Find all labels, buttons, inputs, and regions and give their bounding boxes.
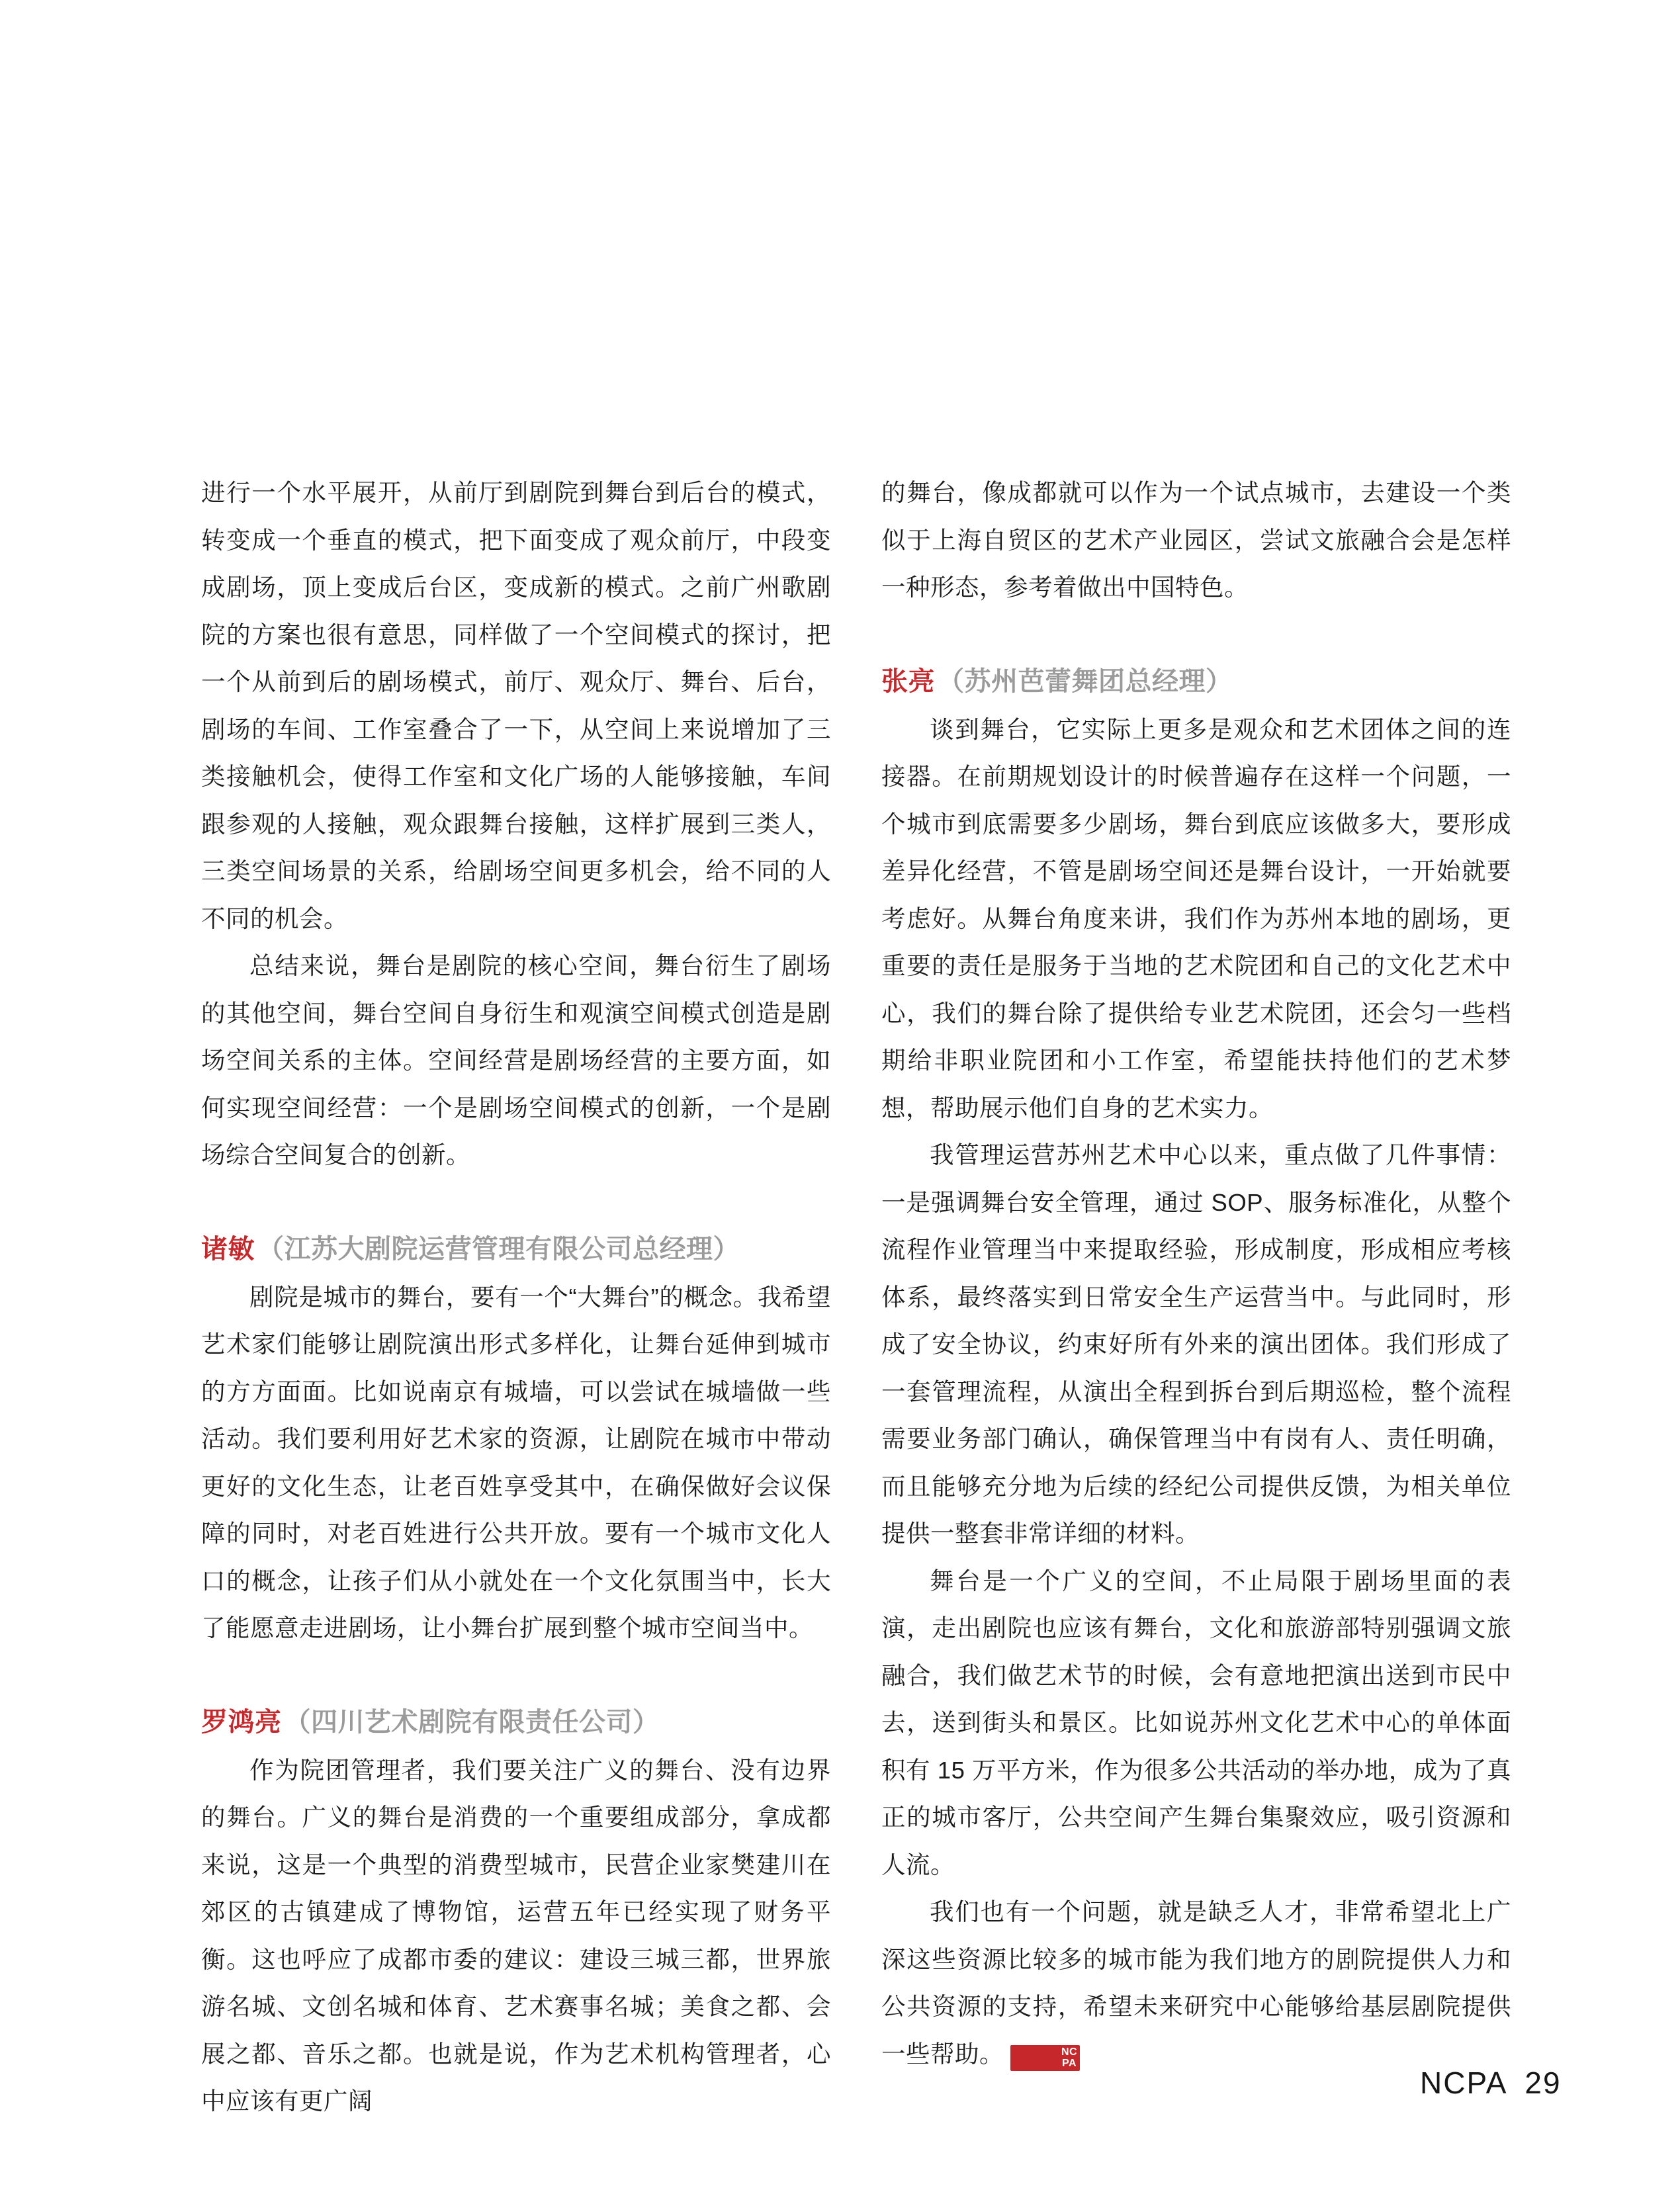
speaker-heading — [881, 658, 1511, 706]
end-mark-line: PA — [1062, 2057, 1077, 2069]
speaker-heading — [201, 1699, 831, 1747]
paragraph-text: 我们也有一个问题，就是缺乏人才，非常希望北上广深这些资源比较多的城市能为我们地方的剧院提供人力和公共资源的支持，希望未来研究中心能够给基层剧院提供一些帮助。 — [881, 1898, 1511, 2068]
left-column — [201, 469, 831, 2125]
end-mark-line: NC — [1061, 2046, 1078, 2058]
speaker-org: （江苏大剧院运营管理有限公司总经理） — [257, 1235, 740, 1264]
page-footer — [1420, 2066, 1562, 2100]
footer-brand: NCPA — [1420, 2066, 1508, 2100]
paragraph: 剧院是城市的舞台，要有一个“大舞台”的概念。我希望艺术家们能够让剧院演出形式多样化，让舞台延伸到城市的方方面面。比如说南京有城墙，可以尝试在城墙做一些活动。我们要利用好艺术家的资源，让剧院在城市中带动更好的文化生态，让老百姓享受其中，在确保做好会议保障的同时，对老百姓进行公共开放。要有一个城市文化人口的概念，让孩子们从小就处在一个文化氛围当中，长大了能愿意走进剧场，让小舞台扩展到整个城市空间当中。 — [201, 1283, 831, 1641]
footer-page-number: 29 — [1525, 2066, 1562, 2100]
paragraph: 作为院团管理者，我们要关注广义的舞台、没有边界的舞台。广义的舞台是消费的一个重要组成部分，拿成都来说，这是一个典型的消费型城市，民营企业家樊建川在郊区的古镇建成了博物馆，运营五年已经实现了财务平衡。这也呼应了成都市委的建议：建设三城三都，世界旅游名城、文创名城和体育、艺术赛事名城；美食之都、会展之都、音乐之都。也就是说，作为艺术机构管理者，心中应该有更广阔 — [201, 1756, 831, 2115]
paragraph — [881, 1888, 1511, 2078]
paragraph: 舞台是一个广义的空间，不止局限于剧场里面的表演，走出剧院也应该有舞台，文化和旅游部特别强调文旅融合，我们做艺术节的时候，会有意地把演出送到市民中去，送到街头和景区。比如说苏州文化艺术中心的单体面积有 15 万平方米，作为很多公共活动的举办地，成为了真正的城市客厅，公共空间产生舞台集聚效应，吸引资源和人流。 — [881, 1567, 1511, 1878]
speaker-name: 罗鸿亮 — [201, 1708, 282, 1737]
speaker-heading — [201, 1226, 831, 1274]
paragraph: 总结来说，舞台是剧院的核心空间，舞台衍生了剧场的其他空间，舞台空间自身衍生和观演空间模式创造是剧场空间关系的主体。空间经营是剧场经营的主要方面，如何实现空间经营：一个是剧场空间模式的创新，一个是剧场综合空间复合的创新。 — [201, 952, 831, 1168]
speaker-org: （四川艺术剧院有限责任公司） — [284, 1708, 660, 1737]
paragraph: 进行一个水平展开，从前厅到剧院到舞台到后台的模式，转变成一个垂直的模式，把下面变成了观众前厅，中段变成剧场，顶上变成后台区，变成新的模式。之前广州歌剧院的方案也很有意思，同样做了一个空间模式的探讨，把一个从前到后的剧场模式，前厅、观众厅、舞台、后台，剧场的车间、工作室叠合了一下，从空间上来说增加了三类接触机会，使得工作室和文化广场的人能够接触，车间跟参观的人接触，观众跟舞台接触，这样扩展到三类人，三类空间场景的关系，给剧场空间更多机会，给不同的人不同的机会。 — [201, 479, 831, 932]
speaker-name: 张亮 — [881, 667, 935, 696]
paragraph: 谈到舞台，它实际上更多是观众和艺术团体之间的连接器。在前期规划设计的时候普遍存在这样一个问题，一个城市到底需要多少剧场，舞台到底应该做多大，要形成差异化经营，不管是剧场空间还是舞台设计，一开始就要考虑好。从舞台角度来讲，我们作为苏州本地的剧场，更重要的责任是服务于当地的艺术院团和自己的文化艺术中心，我们的舞台除了提供给专业艺术院团，还会匀一些档期给非职业院团和小工作室，希望能扶持他们的艺术梦想，帮助展示他们自身的艺术实力。 — [881, 715, 1511, 1121]
paragraph: 我管理运营苏州艺术中心以来，重点做了几件事情：一是强调舞台安全管理，通过 SOP、服务标准化，从整个流程作业管理当中来提取经验，形成制度，形成相应考核体系，最终落实到日常安全生产运营当中。与此同时，形成了安全协议，约束好所有外来的演出团体。我们形成了一套管理流程，从演出全程到拆台到后期巡检，整个流程需要业务部门确认，确保管理当中有岗有人、责任明确，而且能够充分地为后续的经纪公司提供反馈，为相关单位提供一整套非常详细的材料。 — [881, 1141, 1511, 1547]
paragraph: 的舞台，像成都就可以作为一个试点城市，去建设一个类似于上海自贸区的艺术产业园区，尝试文旅融合会是怎样一种形态，参考着做出中国特色。 — [881, 479, 1511, 601]
speaker-org: （苏州芭蕾舞团总经理） — [938, 667, 1233, 696]
speaker-name: 诸敏 — [201, 1235, 255, 1264]
ncpa-end-mark-icon — [1010, 2045, 1080, 2072]
right-column — [881, 469, 1511, 2078]
